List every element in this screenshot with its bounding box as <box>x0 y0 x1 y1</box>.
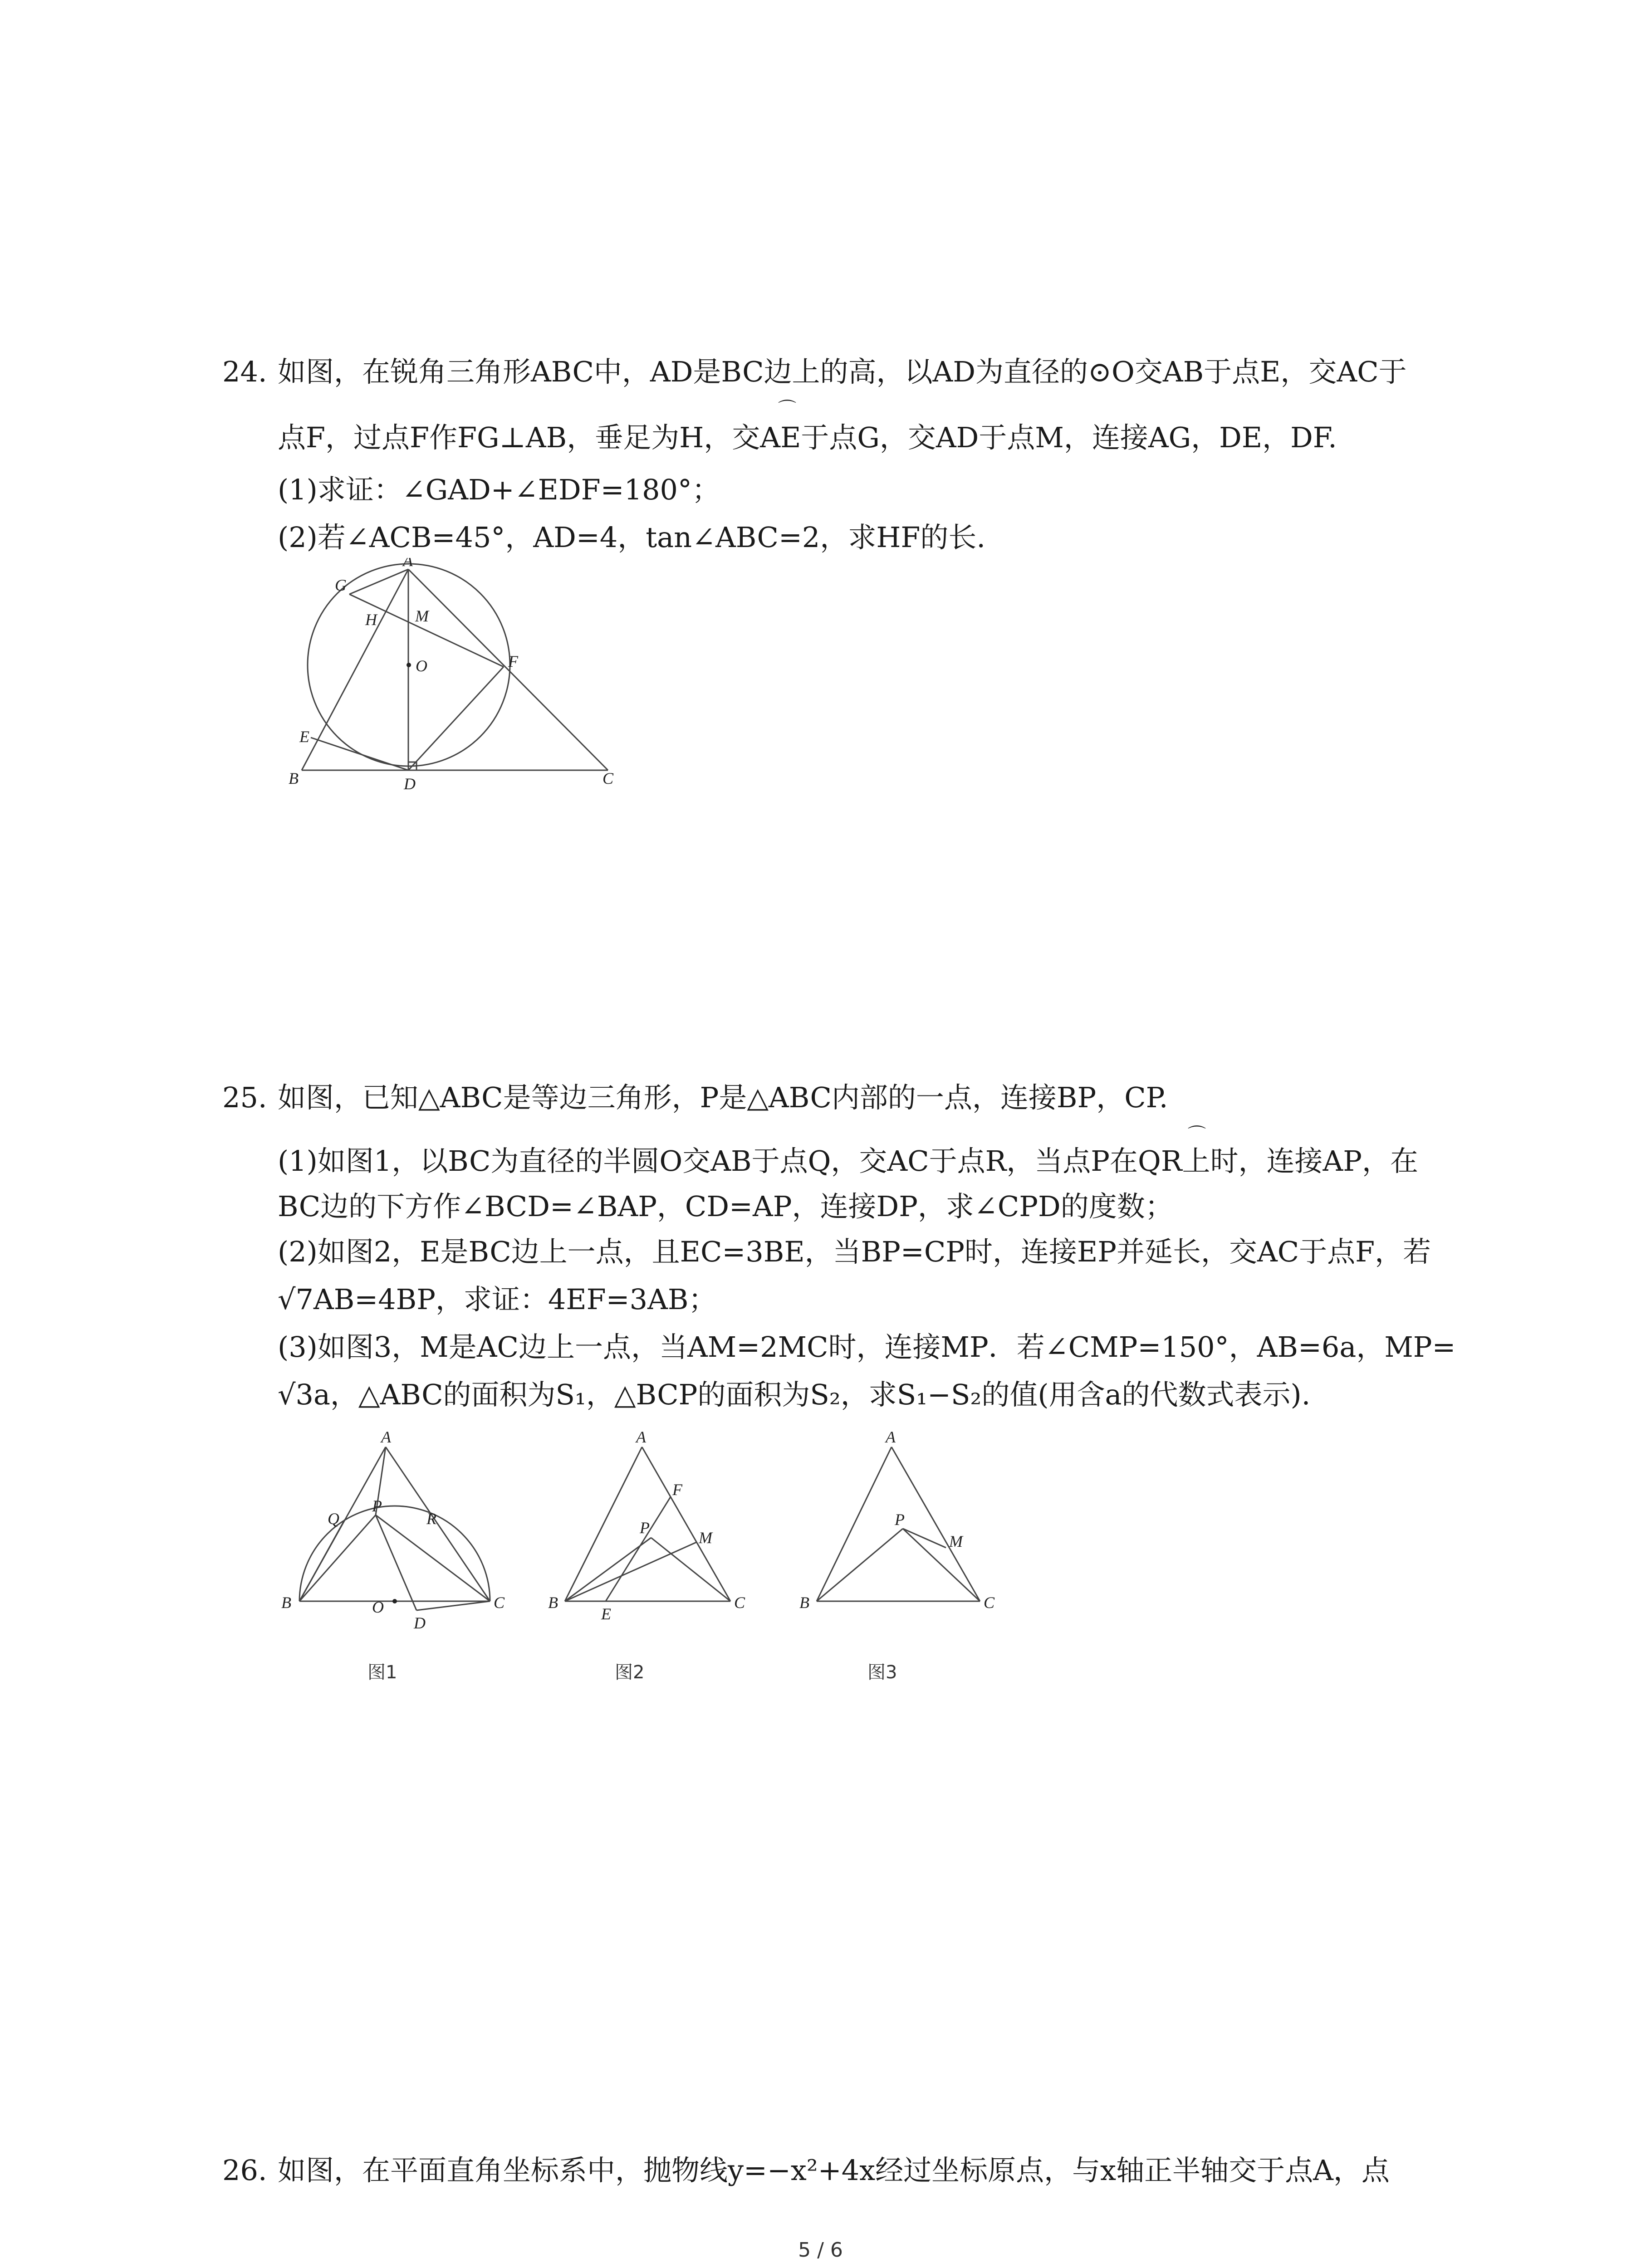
page-number: 5 / 6 <box>798 2239 843 2262</box>
label-p: P <box>895 1510 905 1529</box>
label-p: P <box>372 1497 382 1515</box>
label-f: F <box>672 1481 682 1499</box>
segment-ac <box>642 1447 730 1601</box>
q25-fig3-caption: 图3 <box>867 1662 897 1683</box>
q24-arc-mark: ⌒ <box>778 399 796 420</box>
label-f: F <box>508 652 518 670</box>
segment-ef <box>606 1497 671 1601</box>
segment-ac <box>386 1447 490 1601</box>
segment-cp <box>651 1538 730 1601</box>
q24-line2: 点F，过点F作FG⊥AB，垂足为H，交AE于点G，交AD于点M，连接AG，DE，DF. <box>278 421 1337 454</box>
label-r: R <box>426 1510 436 1528</box>
q25-line1: 如图，已知△ABC是等边三角形，P是△ABC内部的一点，连接BP，CP. <box>278 1081 1168 1114</box>
segment-ag <box>349 569 408 594</box>
q25-figure-1 <box>272 1429 508 1656</box>
label-a: A <box>636 1429 646 1446</box>
label-c: C <box>603 769 614 787</box>
label-p: P <box>640 1519 650 1537</box>
segment-bm <box>565 1542 696 1601</box>
q24-figure <box>272 558 635 812</box>
label-m: M <box>949 1532 963 1550</box>
center-o <box>392 1599 397 1603</box>
segment-ab <box>817 1447 892 1601</box>
q25-part3-line2: √3a，△ABC的面积为S₁，△BCP的面积为S₂，求S₁−S₂的值(用含a的代数式表示). <box>278 1378 1311 1411</box>
label-e: E <box>601 1605 611 1623</box>
label-c: C <box>984 1593 995 1612</box>
segment-pd <box>376 1515 416 1610</box>
q25-figure-2 <box>540 1429 758 1637</box>
q25-fig2-caption: 图2 <box>615 1662 645 1683</box>
label-q: Q <box>328 1510 339 1528</box>
segment-cp <box>376 1515 490 1601</box>
segment-de <box>311 738 408 770</box>
q26-line1: 如图，在平面直角坐标系中，抛物线y=−x²+4x经过坐标原点，与x轴正半轴交于点A，点 <box>278 2154 1390 2187</box>
segment-ac <box>892 1447 980 1601</box>
label-c: C <box>494 1593 505 1612</box>
q25-part2-line2: √7AB=4BP，求证：4EF=3AB； <box>278 1283 717 1316</box>
segment-bq <box>299 1520 345 1601</box>
segment-bp <box>299 1515 376 1601</box>
label-g: G <box>335 576 347 594</box>
segment-bp <box>565 1538 651 1601</box>
q24-part2: (2)若∠ACB=45°，AD=4，tan∠ABC=2，求HF的长. <box>278 521 986 554</box>
label-m: M <box>699 1529 712 1547</box>
label-e: E <box>299 728 309 746</box>
segment-ab <box>565 1447 642 1601</box>
q25-part1-line2: BC边的下方作∠BCD=∠BAP，CD=AP，连接DP，求∠CPD的度数； <box>278 1190 1173 1223</box>
label-d: D <box>404 775 416 793</box>
label-d: D <box>414 1614 426 1632</box>
label-h: H <box>365 611 377 629</box>
q25-figure-3 <box>789 1429 1007 1637</box>
q25-arc-mark: ⌒ <box>1188 1124 1206 1145</box>
q26-number: 26. <box>222 2154 267 2187</box>
segment-bp <box>817 1529 903 1601</box>
q24-line1: 如图，在锐角三角形ABC中，AD是BC边上的高，以AD为直径的⊙O交AB于点E，交AC于 <box>278 355 1407 388</box>
center-o <box>407 663 411 667</box>
label-c: C <box>734 1593 745 1612</box>
segment-cp <box>903 1529 980 1601</box>
q25-part3-line1: (3)如图3，M是AC边上一点，当AM=2MC时，连接MP．若∠CMP=150°，AB=6a，MP= <box>278 1330 1456 1364</box>
segment-gf <box>349 594 504 667</box>
label-b: B <box>799 1593 809 1612</box>
label-b: B <box>548 1593 558 1612</box>
q25-number: 25. <box>222 1081 267 1114</box>
q25-part1-line1: (1)如图1，以BC为直径的半圆O交AB于点Q，交AC于点R，当点P在QR上时，连接AP，在 <box>278 1144 1419 1178</box>
label-b: B <box>289 769 299 787</box>
label-a: A <box>886 1429 896 1446</box>
label-b: B <box>281 1593 291 1612</box>
label-a: A <box>403 558 413 570</box>
label-a: A <box>381 1429 391 1446</box>
label-m: M <box>415 607 429 625</box>
q25-part2-line1: (2)如图2，E是BC边上一点，且EC=3BE，当BP=CP时，连接EP并延长，交AC于点F，若 <box>278 1235 1431 1268</box>
q25-fig1-caption: 图1 <box>367 1662 397 1683</box>
q24-part1: (1)求证：∠GAD+∠EDF=180°； <box>278 473 720 506</box>
segment-cd <box>416 1601 490 1610</box>
label-o: O <box>372 1598 384 1616</box>
q24-number: 24. <box>222 355 267 388</box>
label-o: O <box>416 657 427 675</box>
